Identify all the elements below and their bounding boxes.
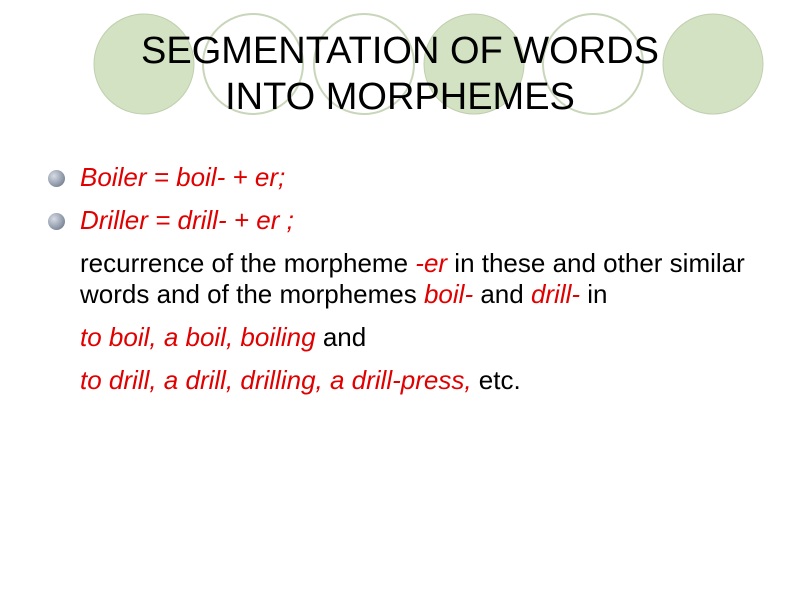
slide-body [48, 162, 748, 408]
para-morpheme: boil- [423, 279, 474, 309]
slide-title [60, 28, 740, 120]
example-line-drill [48, 365, 748, 396]
example-line-boil [48, 322, 748, 353]
example-black: etc. [471, 365, 521, 395]
example-red: to drill, a drill, drilling, a drill-press, [80, 365, 472, 395]
title-line-1: SEGMENTATION OF WORDS [141, 30, 659, 72]
example-black: and [315, 322, 367, 352]
para-text: in these and other similar words and of the morphemes [80, 248, 745, 309]
para-morpheme: -er [415, 248, 448, 278]
bullet-icon [48, 170, 65, 187]
bullet-text: Driller = drill- + er ; [80, 205, 294, 235]
para-morpheme: drill- [530, 279, 581, 309]
title-line-2: INTO MORPHEMES [225, 76, 575, 118]
bullet-text: Boiler = boil- + er; [80, 162, 286, 192]
bullet-item [48, 162, 748, 193]
bullet-icon [48, 213, 65, 230]
para-text: in [580, 279, 608, 309]
para-text: recurrence of the morpheme [80, 248, 416, 278]
para-text: and [473, 279, 531, 309]
example-red: to boil, a boil, boiling [80, 322, 316, 352]
bullet-item [48, 205, 748, 236]
explanation-paragraph [48, 248, 748, 310]
